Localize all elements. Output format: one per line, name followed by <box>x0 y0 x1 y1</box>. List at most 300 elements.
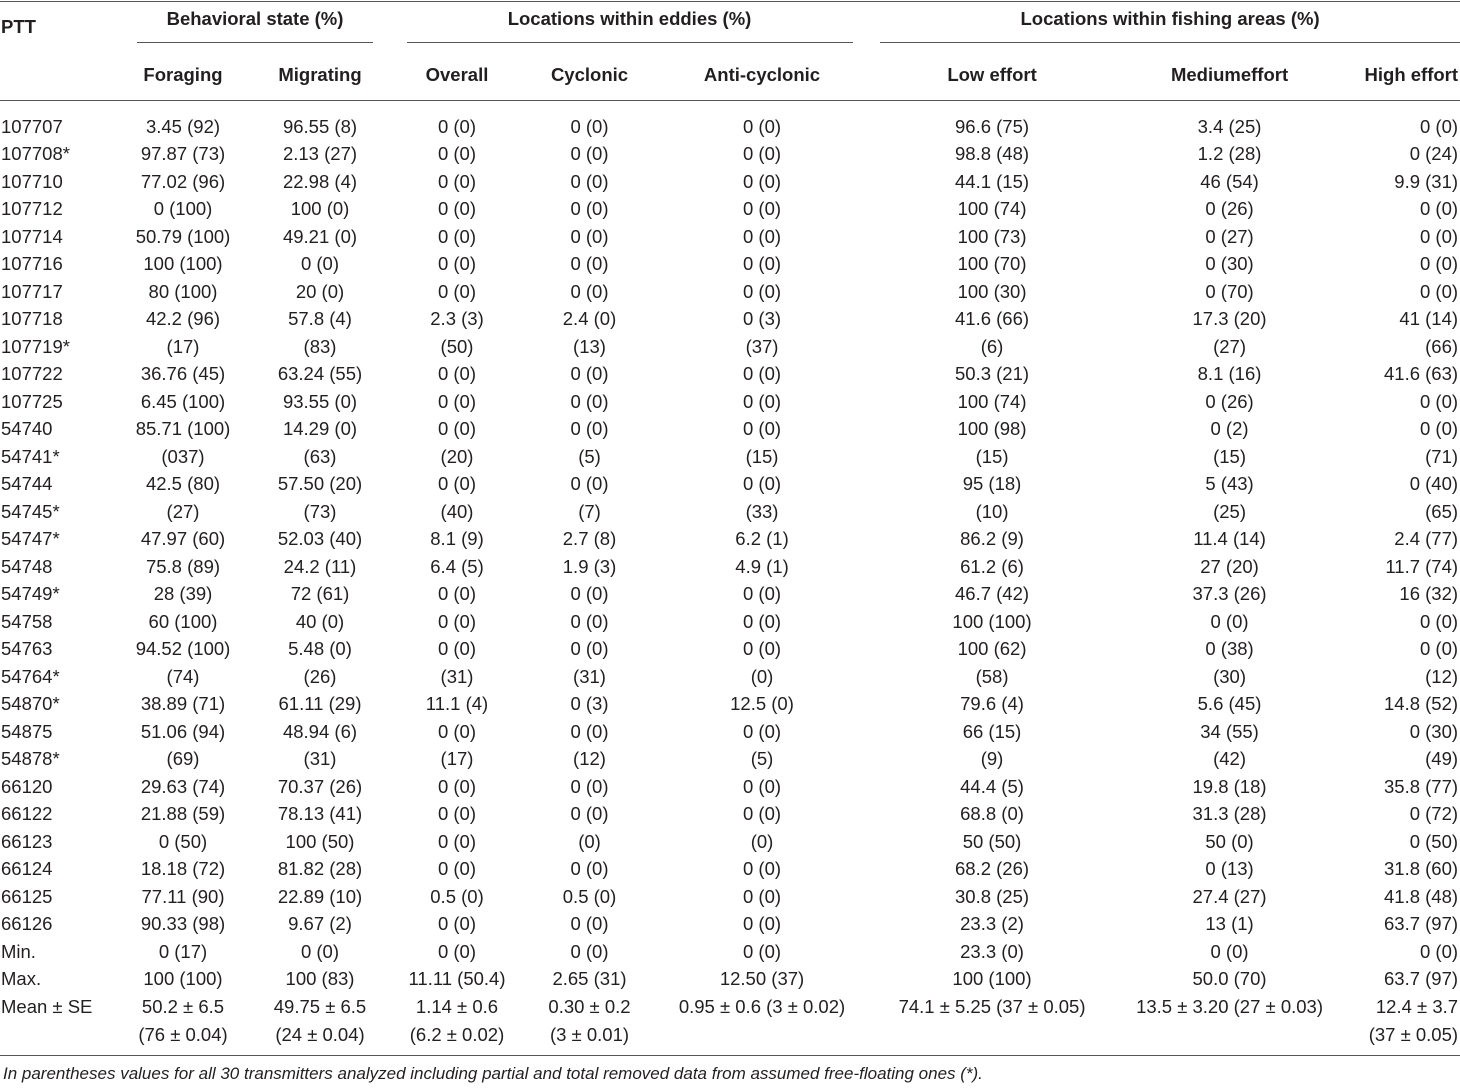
table-cell: 0 (0) <box>742 225 782 247</box>
table-cell: 1.9 (3) <box>562 555 617 577</box>
table-cell: (74) <box>166 665 200 687</box>
table-row <box>0 883 1460 911</box>
table-cell: 60 (100) <box>148 610 218 632</box>
row-label: Min. <box>1 940 36 962</box>
table-cell: 6.2 (1) <box>735 528 789 550</box>
table-row <box>0 416 1460 444</box>
mean-row <box>0 993 1460 1049</box>
table-row <box>0 196 1460 224</box>
table-cell: 0 (0) <box>437 803 477 825</box>
table-cell: 0 (0) <box>1420 198 1459 220</box>
table-cell: 0 (0) <box>742 253 782 275</box>
table-cell: 0 (0) <box>570 913 609 935</box>
col-foraging: Foraging <box>118 50 248 101</box>
table-cell: 0 (26) <box>1205 198 1254 220</box>
table-row <box>0 581 1460 609</box>
table-cell: 0 (0) <box>742 115 782 137</box>
table-footnote: In parentheses values for all 30 transmitters analyzed including partial and total removed data from assumed free-floating ones (*). <box>3 1064 983 1083</box>
table-cell: 0 (72) <box>1409 803 1459 825</box>
table-cell: 0 (0) <box>742 418 782 440</box>
table-cell: 0 (0) <box>437 170 477 192</box>
table-cell: 0 (0) <box>1420 610 1459 632</box>
table-cell: 79.6 (4) <box>960 693 1024 715</box>
table-row <box>0 443 1460 471</box>
table-cell: 0 (0) <box>437 858 477 880</box>
group-fishing-areas: Locations within fishing areas (%) <box>867 0 1460 50</box>
table-cell: 0 (0) <box>742 858 782 880</box>
table-cell: 0 (0) <box>437 198 477 220</box>
table-cell: 3.45 (92) <box>145 115 221 137</box>
table-cell: 27.4 (27) <box>1192 885 1267 907</box>
table-cell: 0 (0) <box>570 253 609 275</box>
table-cell: (26) <box>303 665 337 687</box>
table-cell: (42) <box>1213 748 1246 770</box>
table-cell: 0 (0) <box>437 720 477 742</box>
col-cyclonic: Cyclonic <box>522 50 657 101</box>
row-label: 66120 <box>1 775 53 797</box>
table-cell: 0 (70) <box>1205 280 1254 302</box>
row-label: 66125 <box>1 885 53 907</box>
table-cell: 0 (0) <box>742 143 782 165</box>
table-cell: 0 (0) <box>300 253 340 275</box>
table-cell: 50 (50) <box>962 830 1022 852</box>
table-row <box>0 718 1460 746</box>
table-cell: 11.4 (14) <box>1193 528 1266 550</box>
row-label: 66123 <box>1 830 53 852</box>
table-cell: 52.03 (40) <box>277 528 363 550</box>
table-cell: 24.2 (11) <box>283 555 357 577</box>
table-row <box>0 141 1460 169</box>
table-cell: 1.2 (28) <box>1197 143 1262 165</box>
table-cell: 85.71 (100) <box>135 418 231 440</box>
table-cell: 13 (1) <box>1205 913 1254 935</box>
table-cell: 17.3 (20) <box>1192 308 1267 330</box>
table-cell: 5.6 (45) <box>1197 693 1262 715</box>
table-cell: 0 (0) <box>437 830 477 852</box>
table-cell: 96.55 (8) <box>282 115 358 137</box>
table-cell: 50.3 (21) <box>955 363 1030 385</box>
table-cell: 2.65 (31) <box>552 968 627 990</box>
table-cell: 0 (0) <box>1210 610 1249 632</box>
table-cell: 0 (0) <box>1210 940 1249 962</box>
table-cell: (10) <box>975 500 1009 522</box>
table-cell: 100 (100) <box>952 610 1032 632</box>
table-cell: (40) <box>440 500 474 522</box>
table-row <box>0 498 1460 526</box>
table-cell: 37.3 (26) <box>1192 583 1267 605</box>
table-cell: 41.6 (63) <box>1384 363 1459 385</box>
table-cell: (31) <box>573 665 606 687</box>
row-label: 54748 <box>1 555 53 577</box>
table-cell: 4.9 (1) <box>735 555 789 577</box>
table-row <box>0 691 1460 719</box>
table-cell: 0 (0) <box>570 940 609 962</box>
table-cell: 0 (0) <box>570 803 609 825</box>
table-cell: 98.8 (48) <box>955 143 1030 165</box>
table-cell: 0 (30) <box>1409 720 1459 742</box>
table-cell: 0 (0) <box>570 610 609 632</box>
table-cell: 86.2 (9) <box>960 528 1024 550</box>
table-cell: 47.97 (60) <box>140 528 226 550</box>
table-cell: 2.13 (27) <box>282 143 358 165</box>
table-cell: 0 (0) <box>1420 280 1459 302</box>
table-cell: 51.06 (94) <box>140 720 226 742</box>
row-label: 54875 <box>1 720 53 742</box>
table-cell: 0 (13) <box>1205 858 1254 880</box>
table-cell: 12.5 (0) <box>730 693 794 715</box>
table-cell: 100 (50) <box>285 830 355 852</box>
table-cell: 0 (0) <box>437 115 477 137</box>
table-cell: 0 (50) <box>1409 830 1459 852</box>
table-cell: (0) <box>750 665 774 687</box>
row-label: Max. <box>1 968 42 990</box>
table-cell: 6.45 (100) <box>140 390 226 412</box>
table-cell: 0 (40) <box>1409 473 1459 495</box>
col-anti-cyclonic: Anti-cyclonic <box>657 50 867 101</box>
table-row <box>0 101 1460 141</box>
table-cell: 78.13 (41) <box>277 803 363 825</box>
table-cell: 0 (17) <box>158 940 208 962</box>
table-row <box>0 636 1460 664</box>
table-cell: 2.3 (3) <box>430 308 484 330</box>
table-cell: 97.87 (73) <box>140 143 226 165</box>
table-row <box>0 361 1460 389</box>
col-migrating: Migrating <box>248 50 392 101</box>
table-cell: 0 (0) <box>742 473 782 495</box>
table-cell: 9.67 (2) <box>288 913 352 935</box>
row-label: 54740 <box>1 418 53 440</box>
table-cell: 0 (3) <box>742 308 782 330</box>
table-cell: (5) <box>578 445 601 467</box>
table-cell: 66 (15) <box>962 720 1022 742</box>
table-cell: 0 (0) <box>742 198 782 220</box>
table-cell: (63) <box>303 445 337 467</box>
table-cell: (49) <box>1425 748 1459 770</box>
table-cell: 2.4 (0) <box>562 308 617 330</box>
row-label: 54763 <box>1 638 53 660</box>
header-ptt: PTT <box>0 0 118 101</box>
table-row <box>0 278 1460 306</box>
table-cell: 8.1 (9) <box>430 528 484 550</box>
table-cell: 0 (30) <box>1205 253 1254 275</box>
group-behavioral-state: Behavioral state (%) <box>118 0 392 50</box>
table-cell: 41.8 (48) <box>1384 885 1459 907</box>
table-cell: 0 (0) <box>437 390 477 412</box>
row-label: 54745* <box>1 500 60 522</box>
table-cell: 31.3 (28) <box>1192 803 1267 825</box>
table-cell: (15) <box>745 445 779 467</box>
table-cell: (0) <box>750 830 774 852</box>
table-row <box>0 526 1460 554</box>
table-cell: (71) <box>1425 445 1459 467</box>
table-cell: 72 (61) <box>290 583 350 605</box>
table-cell: 0 (0) <box>437 638 477 660</box>
table-cell: (27) <box>1213 335 1246 357</box>
table-cell: 20 (0) <box>295 280 345 302</box>
table-cell: 28 (39) <box>153 583 213 605</box>
table-cell: 11.11 (50.4) <box>408 968 506 990</box>
row-label: 107710 <box>1 170 63 192</box>
table-cell: 31.8 (60) <box>1384 858 1459 880</box>
table-cell: 0 (0) <box>1420 253 1459 275</box>
table-cell: 11.1 (4) <box>425 693 489 715</box>
table-cell: 0 (0) <box>437 143 477 165</box>
table-cell: 0 (0) <box>570 225 609 247</box>
table-cell: (31) <box>440 665 474 687</box>
table-cell: (37) <box>745 335 779 357</box>
table-cell: 41.6 (66) <box>955 308 1030 330</box>
table-cell: 46 (54) <box>1200 170 1259 192</box>
row-label: 107712 <box>1 198 63 220</box>
table-cell: 0 (0) <box>742 280 782 302</box>
col-high-effort: High effort <box>1342 50 1460 101</box>
table-cell: 30.8 (25) <box>955 885 1030 907</box>
table-cell: 90.33 (98) <box>140 913 226 935</box>
table-row <box>0 746 1460 774</box>
table-cell: 0 (26) <box>1205 390 1254 412</box>
row-label: 54870* <box>1 693 60 715</box>
table-cell: 0 (0) <box>570 638 609 660</box>
table-row <box>0 663 1460 691</box>
table-cell: (25) <box>1213 500 1246 522</box>
table-cell: (5) <box>750 748 774 770</box>
table-cell: (69) <box>166 748 200 770</box>
table-cell: (31) <box>303 748 337 770</box>
table-cell: 18.18 (72) <box>140 858 226 880</box>
table-cell: (66) <box>1425 335 1459 357</box>
table-cell: 2.7 (8) <box>562 528 617 550</box>
table-cell: 100 (30) <box>957 280 1027 302</box>
table-cell: 0 (24) <box>1409 143 1459 165</box>
group-header-row <box>0 0 1460 50</box>
table-cell: 8.1 (16) <box>1197 363 1262 385</box>
table-cell: 0 (0) <box>437 473 477 495</box>
row-label: 54878* <box>1 748 60 770</box>
row-label: 107708* <box>1 143 70 165</box>
table-cell: 0 (0) <box>742 170 782 192</box>
table-cell: 57.8 (4) <box>288 308 352 330</box>
table-cell: 29.63 (74) <box>140 775 226 797</box>
table-cell: 100 (74) <box>957 390 1027 412</box>
table-cell: (0) <box>578 830 601 852</box>
row-label: 54764* <box>1 665 60 687</box>
table-cell: 0 (0) <box>570 143 609 165</box>
table-cell: 50.79 (100) <box>135 225 231 247</box>
table-cell: (12) <box>573 748 606 770</box>
table-cell: (73) <box>303 500 337 522</box>
row-label: 54747* <box>1 528 60 550</box>
group-eddies: Locations within eddies (%) <box>392 0 867 50</box>
table-cell: 0 (0) <box>742 638 782 660</box>
table-cell: 0 (0) <box>437 280 477 302</box>
table-cell: 23.3 (2) <box>960 913 1024 935</box>
table-cell: 5.48 (0) <box>288 638 352 660</box>
table-cell: (27) <box>166 500 200 522</box>
table-cell: (17) <box>440 748 474 770</box>
table-cell: 36.76 (45) <box>140 363 226 385</box>
table-cell: 38.89 (71) <box>140 693 226 715</box>
table-cell: 21.88 (59) <box>140 803 226 825</box>
table-cell: 23.3 (0) <box>960 940 1024 962</box>
table-cell: 0 (0) <box>437 253 477 275</box>
table-cell: 75.8 (89) <box>145 555 221 577</box>
table-cell: 0 (0) <box>437 225 477 247</box>
table-cell: 0 (3) <box>570 693 609 715</box>
table-cell: 0 (0) <box>742 940 782 962</box>
table-row <box>0 333 1460 361</box>
table-row <box>0 306 1460 334</box>
table-cell: 68.2 (26) <box>955 858 1030 880</box>
table-cell: (13) <box>573 335 606 357</box>
table-cell: 0 (0) <box>742 803 782 825</box>
table-row <box>0 911 1460 939</box>
table-cell: 0 (0) <box>437 610 477 632</box>
table-cell: 0 (0) <box>570 363 609 385</box>
table-cell: 14.8 (52) <box>1384 693 1459 715</box>
bottom-rule <box>0 1055 1460 1056</box>
table-cell: 0 (50) <box>158 830 208 852</box>
table-cell: 41 (14) <box>1399 308 1459 330</box>
table-cell: (58) <box>975 665 1009 687</box>
table-cell: 0 (0) <box>742 583 782 605</box>
table-row <box>0 471 1460 499</box>
table-cell: 0 (0) <box>437 913 477 935</box>
row-label: 66126 <box>1 913 53 935</box>
table-cell: 6.4 (5) <box>430 555 484 577</box>
table-cell: 100 (62) <box>957 638 1027 660</box>
table-cell: 0 (0) <box>437 363 477 385</box>
table-cell: 100 (83) <box>285 968 355 990</box>
table-body <box>0 101 1460 1050</box>
table-cell: 80 (100) <box>148 280 218 302</box>
table-cell: 100 (98) <box>957 418 1027 440</box>
table-row <box>0 773 1460 801</box>
table-cell: 44.1 (15) <box>955 170 1030 192</box>
table-cell: 22.98 (4) <box>282 170 358 192</box>
mean-cell: 50.2 ± 6.5 (76 ± 0.04) <box>138 996 228 1045</box>
table-cell: 63.7 (97) <box>1384 968 1459 990</box>
table-cell: (20) <box>440 445 474 467</box>
table-cell: 0 (0) <box>570 280 609 302</box>
row-label: 66124 <box>1 858 53 880</box>
table-cell: 0 (0) <box>300 940 340 962</box>
table-cell: (7) <box>578 500 601 522</box>
table-row <box>0 553 1460 581</box>
row-label: 66122 <box>1 803 53 825</box>
table-cell: 48.94 (6) <box>282 720 358 742</box>
row-label: 54749* <box>1 583 60 605</box>
table-cell: 94.52 (100) <box>135 638 231 660</box>
table-cell: 70.37 (26) <box>277 775 363 797</box>
table-cell: (12) <box>1425 665 1459 687</box>
table-cell: 96.6 (75) <box>955 115 1030 137</box>
table-cell: 0 (0) <box>1420 225 1459 247</box>
table-row <box>0 223 1460 251</box>
table-cell: 0 (0) <box>570 418 609 440</box>
table-cell: 100 (100) <box>952 968 1032 990</box>
table-cell: 100 (0) <box>290 198 350 220</box>
table-cell: 93.55 (0) <box>282 390 358 412</box>
table-cell: (15) <box>975 445 1009 467</box>
table-cell: (65) <box>1425 500 1459 522</box>
table-cell: 11.7 (74) <box>1385 555 1459 577</box>
table-cell: 61.11 (29) <box>278 693 362 715</box>
table-cell: 0 (0) <box>437 418 477 440</box>
row-label: 107707 <box>1 115 63 137</box>
table-cell: 42.2 (96) <box>145 308 221 330</box>
mean-cell: 13.5 ± 3.20 (27 ± 0.03) <box>1136 996 1323 1017</box>
table-cell: 57.50 (20) <box>277 473 363 495</box>
table-cell: 100 (100) <box>143 968 223 990</box>
col-medium-effort: Mediumeffort <box>1117 50 1342 101</box>
table-cell: (50) <box>440 335 474 357</box>
table-cell: 0 (0) <box>742 390 782 412</box>
table-cell: 27 (20) <box>1200 555 1259 577</box>
table-cell: 0 (0) <box>570 390 609 412</box>
row-label: 54744 <box>1 473 53 495</box>
table-cell: 95 (18) <box>962 473 1022 495</box>
table-cell: (037) <box>161 445 205 467</box>
table-cell: 0 (0) <box>570 720 609 742</box>
table-cell: 34 (55) <box>1200 720 1259 742</box>
table-cell: 0 (0) <box>742 913 782 935</box>
mean-label: Mean ± SE <box>1 996 93 1017</box>
row-label: 54758 <box>1 610 53 632</box>
table-cell: 100 (73) <box>957 225 1027 247</box>
table-cell: 40 (0) <box>295 610 345 632</box>
table-cell: 0 (0) <box>570 583 609 605</box>
table-cell: 0 (0) <box>742 610 782 632</box>
table-row <box>0 801 1460 829</box>
table-cell: 63.7 (97) <box>1384 913 1459 935</box>
table-row <box>0 938 1460 966</box>
table-cell: 3.4 (25) <box>1197 115 1262 137</box>
row-label: 107722 <box>1 363 63 385</box>
table-cell: (6) <box>980 335 1004 357</box>
table-cell: 0 (0) <box>1420 418 1459 440</box>
table-cell: 50.0 (70) <box>1192 968 1267 990</box>
table-cell: 0 (0) <box>1420 115 1459 137</box>
table-cell: 77.02 (96) <box>140 170 226 192</box>
table-cell: (30) <box>1213 665 1246 687</box>
row-label: 107725 <box>1 390 63 412</box>
table-row <box>0 251 1460 279</box>
table-cell: 5 (43) <box>1205 473 1254 495</box>
table-cell: 0 (0) <box>437 775 477 797</box>
table-cell: 0 (0) <box>437 583 477 605</box>
table-cell: 50 (0) <box>1205 830 1254 852</box>
table-cell: 12.50 (37) <box>719 968 805 990</box>
table-cell: 68.8 (0) <box>960 803 1024 825</box>
col-low-effort: Low effort <box>867 50 1117 101</box>
table-row <box>0 828 1460 856</box>
table-cell: 0 (0) <box>570 858 609 880</box>
row-label: 107716 <box>1 253 63 275</box>
table-cell: 2.4 (77) <box>1394 528 1459 550</box>
table-cell: 0 (2) <box>1210 418 1249 440</box>
table-cell: 0 (0) <box>742 885 782 907</box>
table-cell: 0 (0) <box>570 473 609 495</box>
table-cell: 14.29 (0) <box>282 418 358 440</box>
table-cell: 49.21 (0) <box>282 225 358 247</box>
table-cell: (15) <box>1213 445 1246 467</box>
table-row <box>0 168 1460 196</box>
table-row <box>0 966 1460 994</box>
table-cell: 0 (0) <box>570 775 609 797</box>
table-cell: 61.2 (6) <box>960 555 1024 577</box>
table-cell: (17) <box>166 335 200 357</box>
table-cell: 0 (0) <box>570 198 609 220</box>
